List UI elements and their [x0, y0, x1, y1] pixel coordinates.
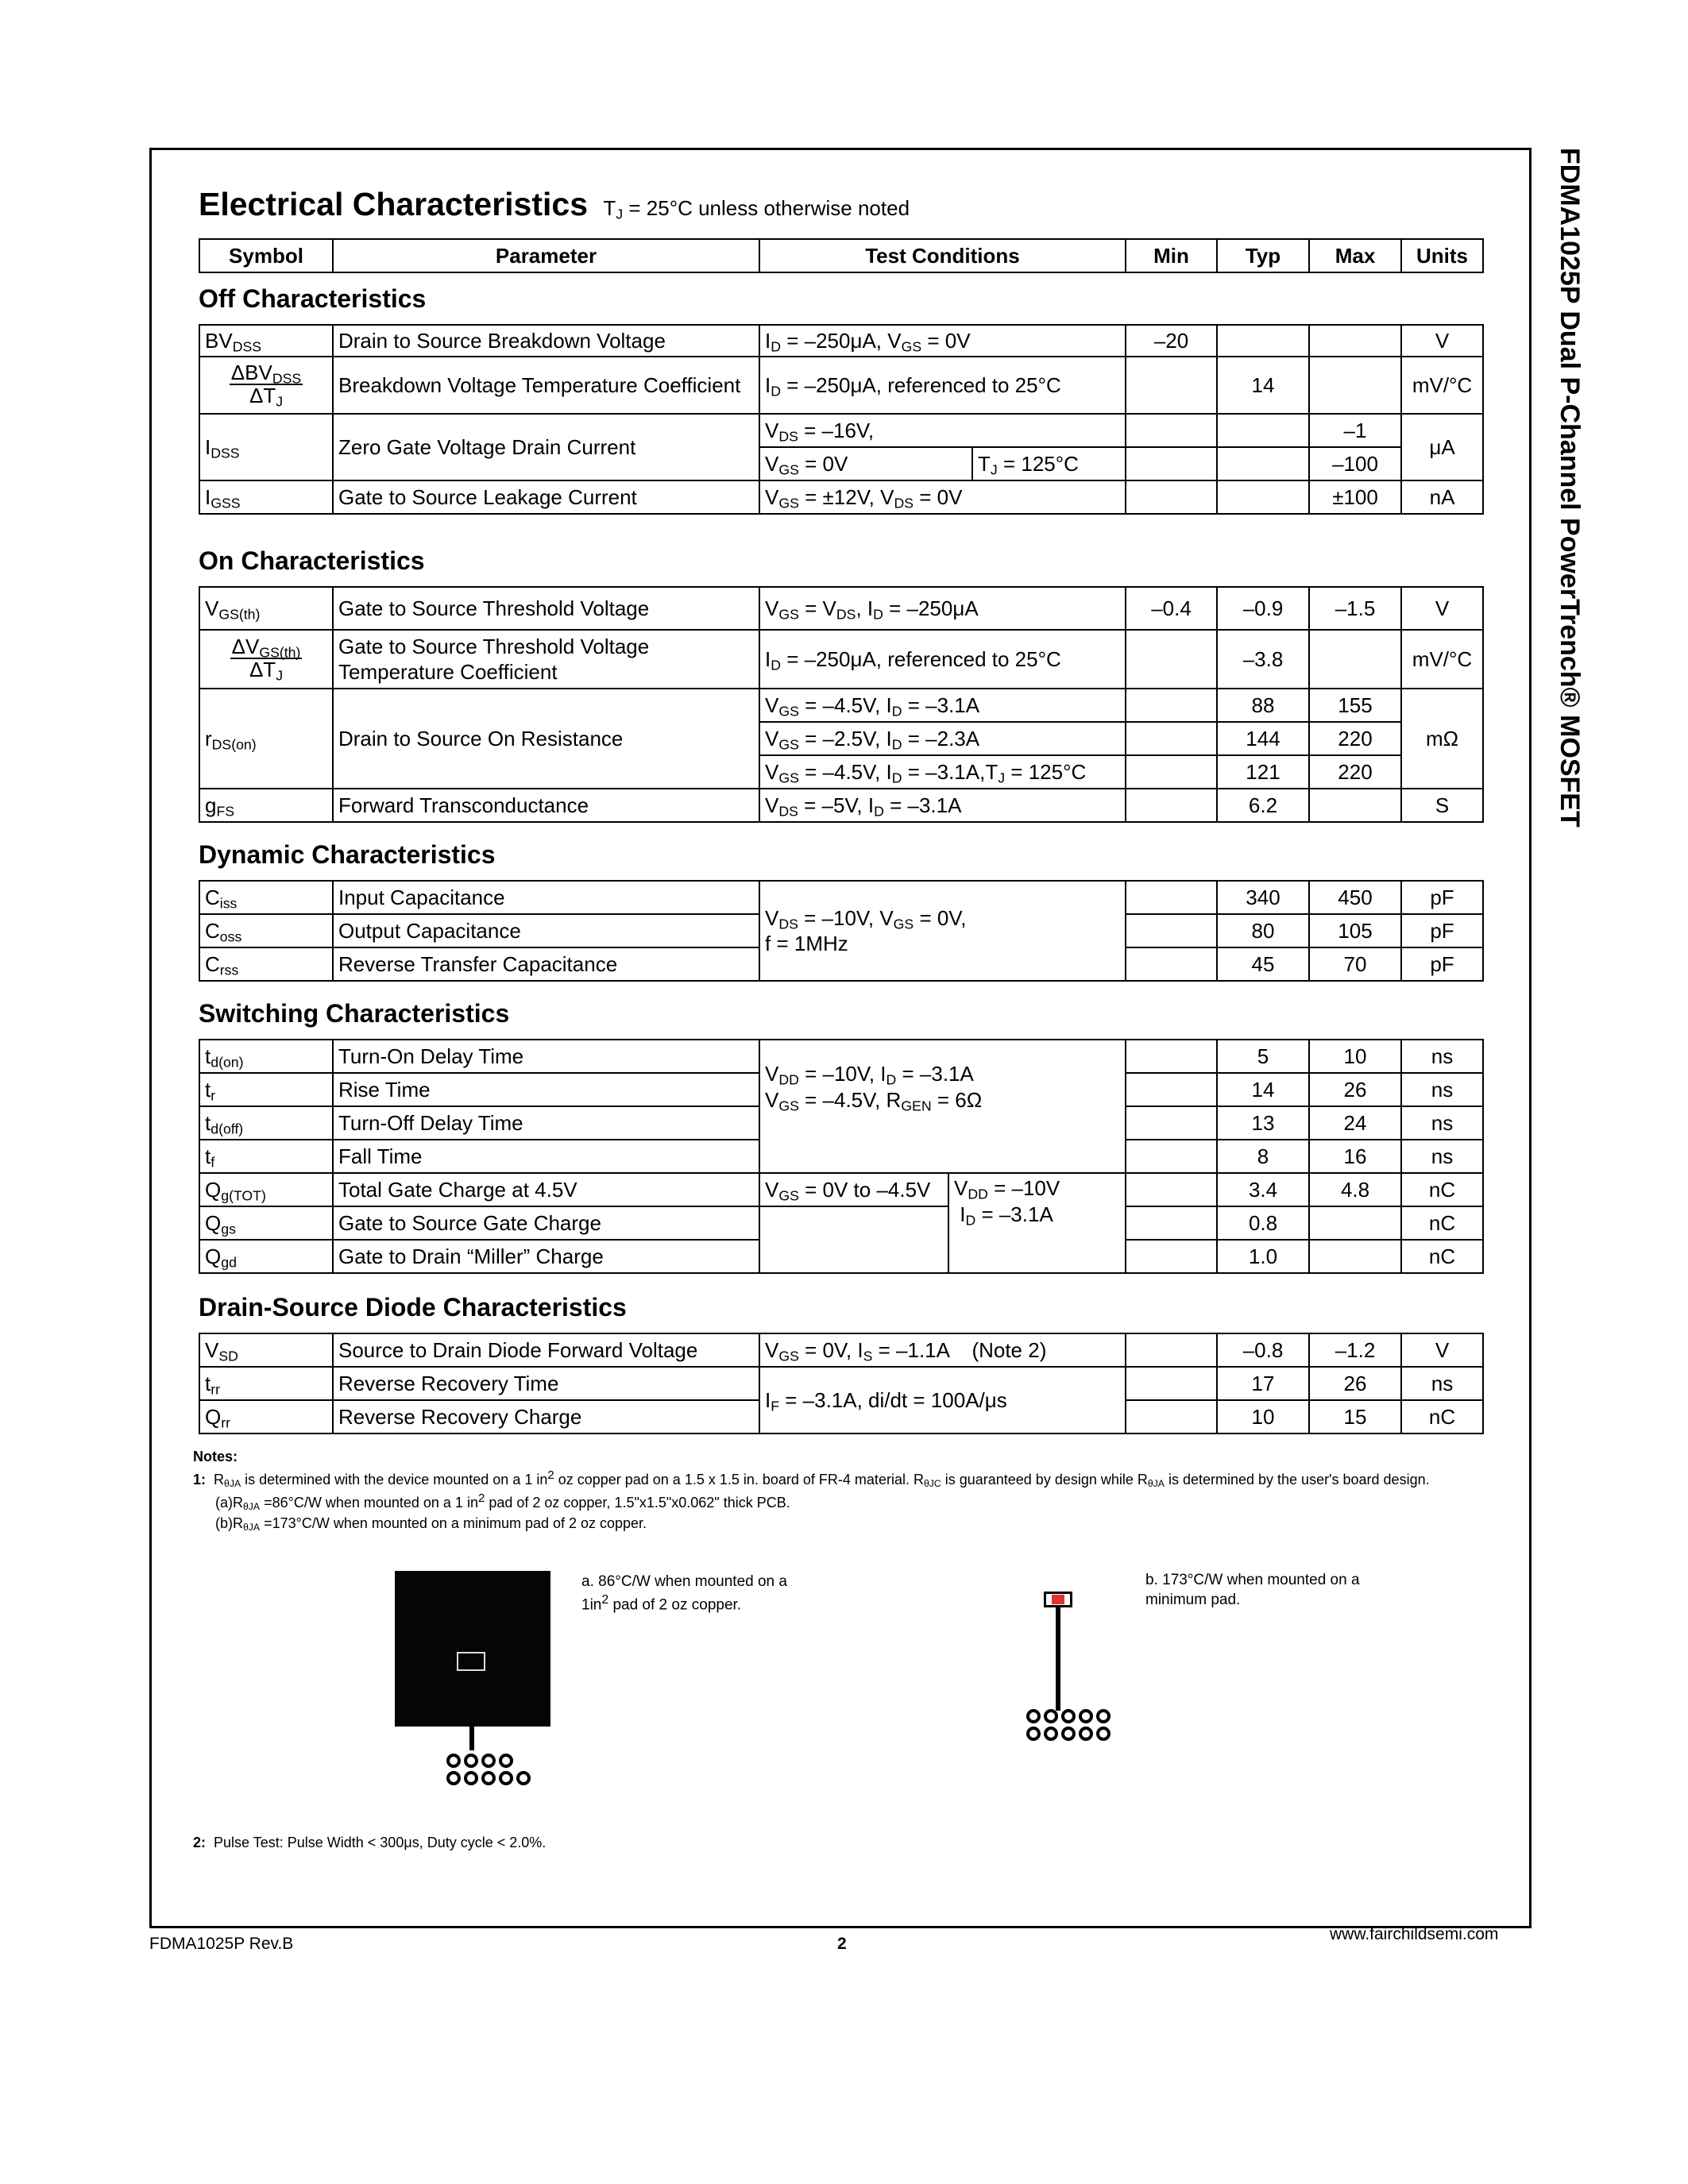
typ-cell: 6.2 [1217, 789, 1309, 822]
min-cell [1126, 414, 1217, 447]
symbol-cell: $\frac{\Delta BV_{DSS}}{\Delta T_J}$ [199, 357, 333, 414]
connector-pin [1026, 1727, 1041, 1741]
connector-pin [1079, 1727, 1093, 1741]
parameter-cell: Gate to Source Gate Charge [333, 1206, 759, 1240]
min-cell [1126, 1240, 1217, 1273]
table-row [199, 789, 1483, 822]
typ-cell: 14 [1217, 357, 1309, 414]
header-units: Units [1401, 239, 1483, 272]
units-cell: V [1401, 587, 1483, 630]
typ-cell: –3.8 [1217, 630, 1309, 689]
condition-cell: $I_D = -250\mu A$, referenced to 25°C [759, 357, 1126, 414]
symbol-cell: $BV_{DSS}$ [199, 325, 333, 357]
table-row [199, 689, 1483, 722]
pad-trace [1056, 1607, 1060, 1711]
max-cell: 220 [1309, 755, 1401, 789]
typ-cell: 3.4 [1217, 1173, 1309, 1206]
connector-pin [516, 1771, 531, 1785]
units-cell: μA [1401, 414, 1483, 480]
units-cell: nC [1401, 1400, 1483, 1433]
min-cell [1126, 1333, 1217, 1367]
max-cell: 10 [1309, 1040, 1401, 1073]
parameter-cell: Zero Gate Voltage Drain Current [333, 414, 759, 480]
max-cell: 220 [1309, 722, 1401, 755]
parameter-cell: Drain to Source On Resistance [333, 689, 759, 789]
note-1b: $(b)R_{\theta JA} =173^\circ C/W$ when mounted on a minimum pad of 2 oz copper. [215, 1515, 647, 1533]
symbol-cell: $\frac{\Delta V_{GS(th)}}{\Delta T_J}$ [199, 630, 333, 689]
condition-cell: $V_{GS} = 0V$, $I_S = -1.1A$ (Note 2) [759, 1333, 1126, 1367]
device-marking [1052, 1595, 1064, 1604]
min-cell [1126, 722, 1217, 755]
symbol-cell: $Q_{g(TOT)}$ [199, 1173, 333, 1206]
footer-page-number: 2 [837, 1935, 847, 1953]
connector-pin [1061, 1709, 1076, 1723]
parameter-cell: Gate to Source Leakage Current [333, 480, 759, 514]
typ-cell: 17 [1217, 1367, 1309, 1400]
typ-cell: 88 [1217, 689, 1309, 722]
min-cell [1126, 755, 1217, 789]
footer-revision: FDMA1025P Rev.B [149, 1935, 294, 1953]
table-row [199, 1040, 1483, 1073]
min-cell [1126, 881, 1217, 914]
note-1-text: is determined with the device mounted on a 1 in [241, 1472, 548, 1488]
symbol-cell: $t_{d(on)}$ [199, 1040, 333, 1073]
condition-cell: $V_{GS} = -4.5V$, $I_D = -3.1A$ [759, 689, 1126, 722]
max-cell [1309, 789, 1401, 822]
table-row [199, 630, 1483, 689]
parameter-cell: Reverse Recovery Charge [333, 1400, 759, 1433]
header-test-conditions: Test Conditions [759, 239, 1126, 272]
connector-pin [481, 1771, 496, 1785]
typ-cell: 13 [1217, 1106, 1309, 1140]
typ-cell: 14 [1217, 1073, 1309, 1106]
connector-pin [499, 1771, 513, 1785]
min-cell [1126, 1040, 1217, 1073]
units-cell: mΩ [1401, 689, 1483, 789]
table-row [199, 1333, 1483, 1367]
units-cell: mV/°C [1401, 630, 1483, 689]
table-row [199, 414, 1483, 447]
units-cell: V [1401, 325, 1483, 357]
parameter-cell: Fall Time [333, 1140, 759, 1173]
condition-cell: $V_{GS} = 0V$ [759, 447, 972, 480]
header-typ: Typ [1217, 239, 1309, 272]
header-symbol: Symbol [199, 239, 333, 272]
min-cell: –20 [1126, 325, 1217, 357]
figure-b-pad-image [1041, 1592, 1080, 1711]
typ-cell [1217, 447, 1309, 480]
max-cell: 70 [1309, 947, 1401, 981]
typ-cell: 45 [1217, 947, 1309, 981]
max-cell [1309, 630, 1401, 689]
symbol-cell: $Q_{rr}$ [199, 1400, 333, 1433]
parameter-cell: Turn-Off Delay Time [333, 1106, 759, 1140]
symbol-cell: $g_{FS}$ [199, 789, 333, 822]
figure-a-pad-image [395, 1571, 550, 1776]
parameter-cell: Rise Time [333, 1073, 759, 1106]
table-row [199, 1173, 1483, 1206]
typ-cell: 144 [1217, 722, 1309, 755]
parameter-cell: Drain to Source Breakdown Voltage [333, 325, 759, 357]
max-cell: –1.5 [1309, 587, 1401, 630]
min-cell [1126, 357, 1217, 414]
side-title-text: FDMA1025P Dual P-Channel PowerTrench® MOSFET [1555, 148, 1585, 828]
condition-cell: $V_{DD} = -10V$, $I_D = -3.1A$ $V_{GS} = -4.5V$, $R_{GEN} = 6\Omega$ [759, 1040, 1126, 1173]
page-heading [199, 186, 910, 223]
max-cell: ±100 [1309, 480, 1401, 514]
units-cell: pF [1401, 881, 1483, 914]
connector-pin [499, 1754, 513, 1768]
max-cell: –1 [1309, 414, 1401, 447]
condition-cell: $V_{DS} = -10V$, $V_{GS} = 0V$, f = 1MHz [759, 881, 1126, 981]
connector-pin [1096, 1727, 1111, 1741]
units-cell: nC [1401, 1206, 1483, 1240]
section-on-title: On Characteristics [199, 546, 425, 575]
symbol-cell: $I_{GSS}$ [199, 480, 333, 514]
typ-cell: 1.0 [1217, 1240, 1309, 1273]
max-cell: 24 [1309, 1106, 1401, 1140]
condition-cell: $V_{GS} = V_{DS}$, $I_D = -250\mu A$ [759, 587, 1126, 630]
condition-cell: $V_{GS} = \pm 12V$, $V_{DS} = 0V$ [759, 480, 1126, 514]
condition-cell: $V_{GS} = 0V$ to –4.5V [759, 1173, 948, 1206]
connector-pin [446, 1754, 461, 1768]
section-diode-title: Drain-Source Diode Characteristics [199, 1293, 627, 1322]
table-row [199, 1206, 1483, 1240]
table-row [199, 357, 1483, 414]
pad-trace [469, 1727, 474, 1750]
min-cell: –0.4 [1126, 587, 1217, 630]
symbol-cell: $t_{d(off)}$ [199, 1106, 333, 1140]
heading-condition: $T_J = 25^\circ C$ unless otherwise noted [603, 196, 910, 222]
symbol-cell: $V_{SD}$ [199, 1333, 333, 1367]
min-cell [1126, 1140, 1217, 1173]
min-cell [1126, 630, 1217, 689]
diode-characteristics-table [199, 1333, 1484, 1434]
min-cell [1126, 1173, 1217, 1206]
connector-pin [464, 1771, 478, 1785]
min-cell [1126, 1106, 1217, 1140]
units-cell: ns [1401, 1367, 1483, 1400]
parameter-cell: Reverse Recovery Time [333, 1367, 759, 1400]
max-cell [1309, 1240, 1401, 1273]
min-cell [1126, 480, 1217, 514]
units-cell: nA [1401, 480, 1483, 514]
max-cell [1309, 357, 1401, 414]
symbol-cell: $V_{GS(th)}$ [199, 587, 333, 630]
connector-pin [1044, 1727, 1058, 1741]
parameter-cell: Source to Drain Diode Forward Voltage [333, 1333, 759, 1367]
typ-cell [1217, 480, 1309, 514]
max-cell: 105 [1309, 914, 1401, 947]
header-min: Min [1126, 239, 1217, 272]
section-switching-title: Switching Characteristics [199, 999, 510, 1028]
connector-pin [1079, 1709, 1093, 1723]
connector-pin [1061, 1727, 1076, 1741]
parameter-cell: Gate to Drain “Miller” Charge [333, 1240, 759, 1273]
connector-pin [1044, 1709, 1058, 1723]
header-max: Max [1309, 239, 1401, 272]
min-cell [1126, 914, 1217, 947]
min-cell [1126, 1400, 1217, 1433]
condition-cell: $I_F = -3.1A$, di/dt = 100A/μs [759, 1367, 1126, 1433]
typ-cell: 10 [1217, 1400, 1309, 1433]
units-cell: nC [1401, 1173, 1483, 1206]
min-cell [1126, 689, 1217, 722]
footer-website-link[interactable]: www.fairchildsemi.com [1330, 1925, 1499, 1943]
table-row [199, 587, 1483, 630]
section-off-title: Off Characteristics [199, 284, 427, 313]
header-parameter: Parameter [333, 239, 759, 272]
note-2-text: Pulse Test: Pulse Width < 300μs, Duty cycle < 2.0%. [214, 1835, 547, 1850]
figure-a-caption: a. 86°C/W when mounted on a $1in^2$ pad of 2 oz copper. [581, 1573, 787, 1614]
figure-b-caption: b. 173°C/W when mounted on a minimum pad. [1145, 1572, 1360, 1608]
table-row [199, 325, 1483, 357]
condition-cell: $I_D = -250\mu A$, $V_{GS} = 0V$ [759, 325, 1126, 357]
table-row [199, 480, 1483, 514]
condition-cell-tj: $T_J = 125^\circ C$ [972, 447, 1126, 480]
connector-pin [481, 1754, 496, 1768]
max-cell: 26 [1309, 1073, 1401, 1106]
typ-cell [1217, 325, 1309, 357]
condition-cell: $V_{DS} = -5V$, $I_D = -3.1A$ [759, 789, 1126, 822]
table-row [199, 881, 1483, 914]
parameter-cell: Reverse Transfer Capacitance [333, 947, 759, 981]
units-cell: ns [1401, 1073, 1483, 1106]
units-cell: pF [1401, 947, 1483, 981]
typ-cell: 5 [1217, 1040, 1309, 1073]
max-cell: 15 [1309, 1400, 1401, 1433]
units-cell: V [1401, 1333, 1483, 1367]
condition-cell: $V_{GS} = -2.5V$, $I_D = -2.3A$ [759, 722, 1126, 755]
units-cell: S [1401, 789, 1483, 822]
symbol-cell: $Q_{gd}$ [199, 1240, 333, 1273]
typ-cell [1217, 414, 1309, 447]
parameter-cell: Turn-On Delay Time [333, 1040, 759, 1073]
units-cell: ns [1401, 1040, 1483, 1073]
symbol-cell: $r_{DS(on)}$ [199, 689, 333, 789]
units-cell: ns [1401, 1140, 1483, 1173]
symbol-cell: $t_{rr}$ [199, 1367, 333, 1400]
notes-block: Notes: 1: $R_{\theta JA}$ is determined with the device mounted on a 1 $in^2$ oz copper pad on a 1.5 x 1.5 in. board of FR-4 material. $R_{\theta JC}$ is guaranteed by design while $R_{\theta JA}$ is determined by the user's board design. $(a)R_{\theta JA} =86^\circ C/W$ when mounted on a 1 $in^2$ pad of 2 oz copper, 1.5"x1.5"x0.062" thick PCB. $(b)R_{\theta JA} =173^\circ C/W$ when mounted on a minimum pad of 2 oz copper. [193, 1447, 1480, 1534]
typ-cell: 0.8 [1217, 1206, 1309, 1240]
symbol-cell: $Q_{gs}$ [199, 1206, 333, 1240]
note-1-label: 1: [193, 1472, 207, 1488]
symbol-cell: $C_{iss}$ [199, 881, 333, 914]
copper-pad-square [395, 1571, 550, 1727]
symbol-cell: $I_{DSS}$ [199, 414, 333, 480]
table-row [199, 1367, 1483, 1400]
typ-cell: 340 [1217, 881, 1309, 914]
min-cell [1126, 1367, 1217, 1400]
symbol-cell: $t_r$ [199, 1073, 333, 1106]
min-cell [1126, 1073, 1217, 1106]
condition-cell: $V_{DD} = -10V$ $I_D = -3.1A$ [948, 1173, 1126, 1273]
parameter-cell: Input Capacitance [333, 881, 759, 914]
typ-cell: 8 [1217, 1140, 1309, 1173]
max-cell: –1.2 [1309, 1333, 1401, 1367]
device-footprint [457, 1652, 485, 1671]
max-cell [1309, 1206, 1401, 1240]
off-characteristics-table [199, 324, 1484, 515]
min-cell [1126, 789, 1217, 822]
symbol-cell: $C_{oss}$ [199, 914, 333, 947]
typ-cell: –0.9 [1217, 587, 1309, 630]
symbol-cell: $t_f$ [199, 1140, 333, 1173]
max-cell: 450 [1309, 881, 1401, 914]
max-cell: 26 [1309, 1367, 1401, 1400]
note-2-label: 2: [193, 1835, 207, 1850]
condition-cell: $V_{GS} = -4.5V$, $I_D = -3.1A,T_J = 125^\circ C$ [759, 755, 1126, 789]
units-cell: mV/°C [1401, 357, 1483, 414]
max-cell [1309, 325, 1401, 357]
connector-pin [464, 1754, 478, 1768]
min-cell [1126, 447, 1217, 480]
typ-cell: 80 [1217, 914, 1309, 947]
condition-cell [759, 1206, 948, 1273]
max-cell: 16 [1309, 1140, 1401, 1173]
parameter-cell: Output Capacitance [333, 914, 759, 947]
connector-pin [446, 1771, 461, 1785]
units-cell: nC [1401, 1240, 1483, 1273]
connector-pin [1096, 1709, 1111, 1723]
parameter-cell: Gate to Source Threshold Voltage Temperature Coefficient [333, 630, 759, 689]
min-cell [1126, 947, 1217, 981]
heading-title: Electrical Characteristics [199, 186, 588, 222]
parameter-cell: Breakdown Voltage Temperature Coefficient [333, 357, 759, 414]
min-cell [1126, 1206, 1217, 1240]
max-cell: 155 [1309, 689, 1401, 722]
units-cell: ns [1401, 1106, 1483, 1140]
on-characteristics-table [199, 586, 1484, 823]
condition-cell: $V_{DS} = -16V$, [759, 414, 1126, 447]
switching-characteristics-table [199, 1039, 1484, 1274]
typ-cell: 121 [1217, 755, 1309, 789]
symbol-cell: $C_{rss}$ [199, 947, 333, 981]
parameter-cell: Forward Transconductance [333, 789, 759, 822]
max-cell: 4.8 [1309, 1173, 1401, 1206]
side-title [1545, 148, 1593, 1133]
dynamic-characteristics-table [199, 880, 1484, 982]
parameter-cell: Total Gate Charge at 4.5V [333, 1173, 759, 1206]
column-header-table [199, 238, 1484, 273]
typ-cell: –0.8 [1217, 1333, 1309, 1367]
units-cell: pF [1401, 914, 1483, 947]
connector-pin [1026, 1709, 1041, 1723]
parameter-cell: Gate to Source Threshold Voltage [333, 587, 759, 630]
condition-cell: $I_D = -250\mu A$, referenced to 25°C [759, 630, 1126, 689]
notes-title: Notes: [193, 1449, 238, 1464]
section-dynamic-title: Dynamic Characteristics [199, 840, 496, 869]
note-1a: $(a)R_{\theta JA} =86^\circ C/W$ when mounted on a 1 $in^2$ pad of 2 oz copper, 1.5"x1.5"x0.062" thick PCB. [215, 1491, 790, 1513]
note-2 [193, 1833, 546, 1853]
max-cell: –100 [1309, 447, 1401, 480]
